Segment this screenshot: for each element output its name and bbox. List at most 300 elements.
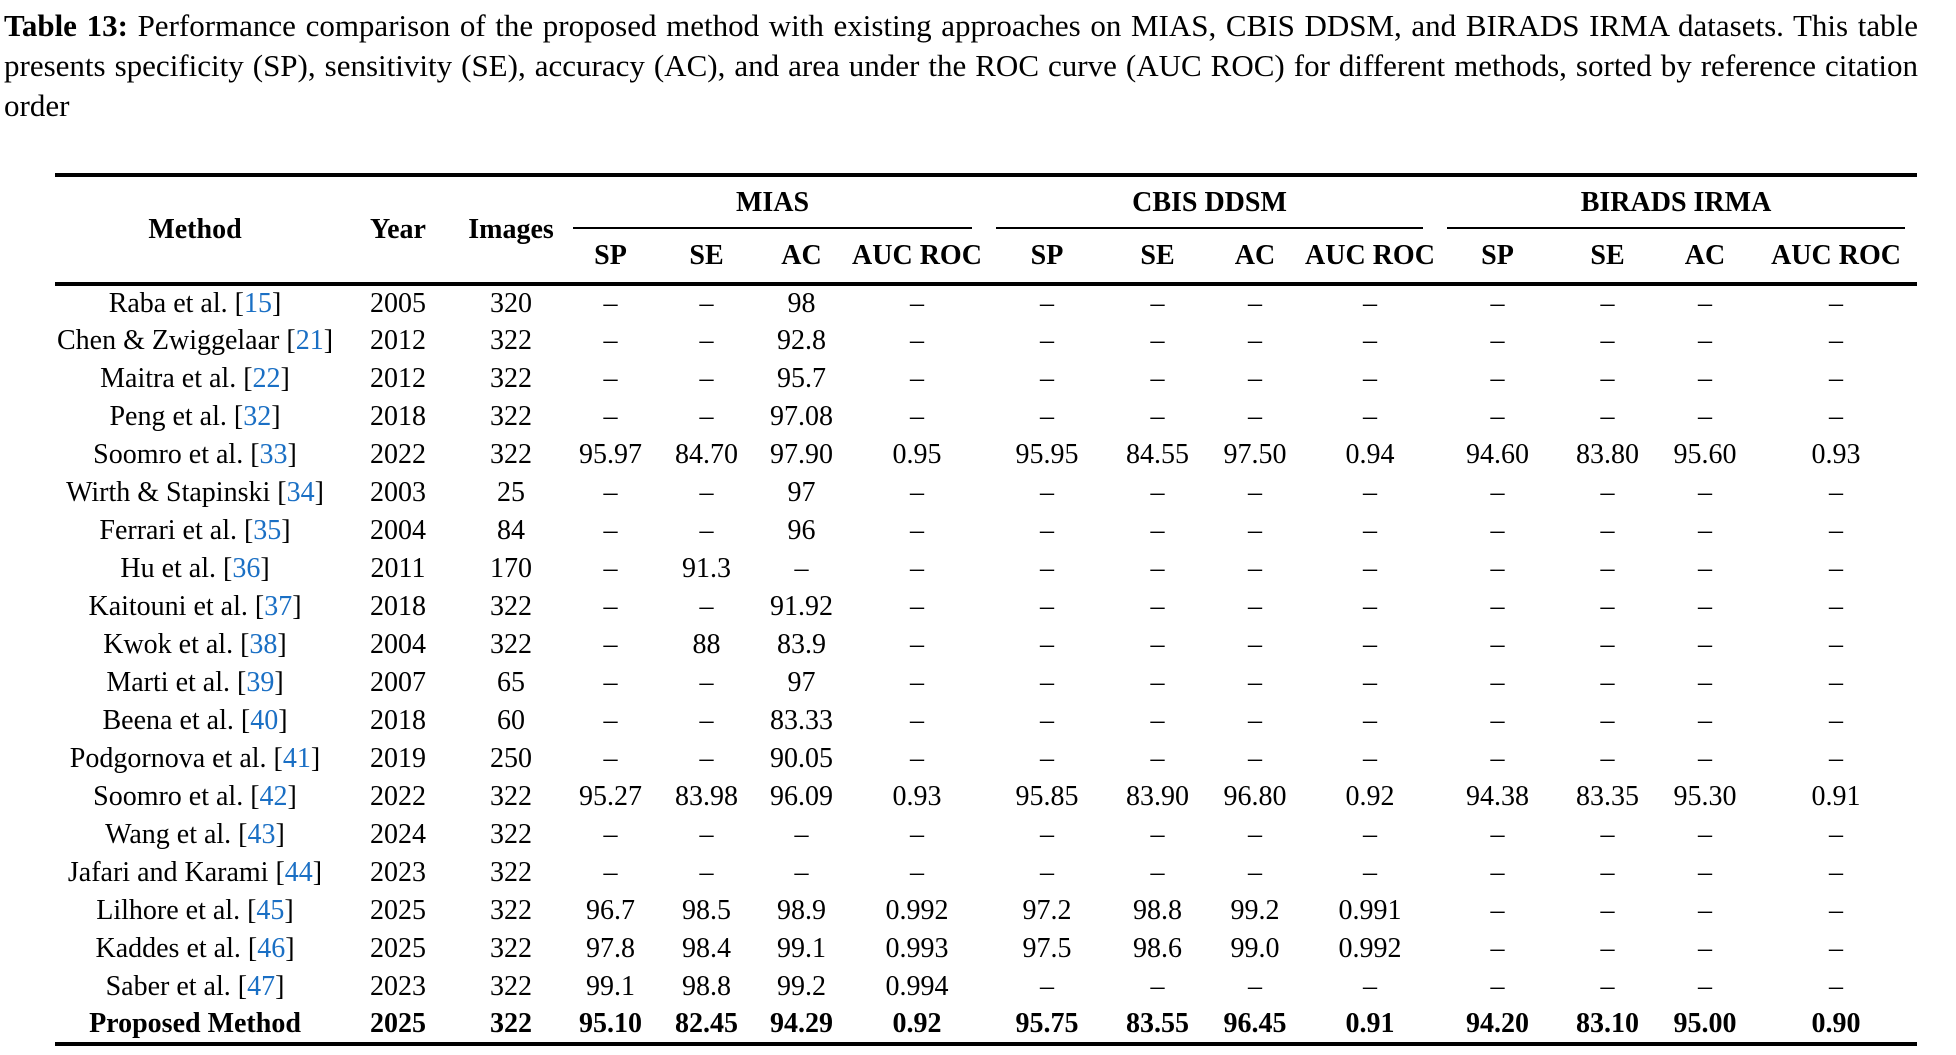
cell-cbis-ddsm-se: 98.6 bbox=[1133, 933, 1182, 964]
cell-birads-irma-se: – bbox=[1600, 857, 1615, 888]
cell-mias-ac: – bbox=[794, 819, 809, 850]
cell-mias-se: – bbox=[699, 288, 714, 319]
cell-year: 2022 bbox=[370, 439, 426, 470]
cell-mias-se: – bbox=[699, 477, 714, 508]
cell-cbis-ddsm-se: – bbox=[1150, 819, 1165, 850]
cell-cbis-ddsm-ac: – bbox=[1248, 591, 1262, 622]
col-header-method: Method bbox=[148, 213, 242, 245]
cell-mias-ac: 96.09 bbox=[770, 781, 833, 812]
cell-mias-sp: – bbox=[603, 629, 618, 660]
cell-cbis-ddsm-ac: 96.80 bbox=[1223, 781, 1287, 812]
cell-cbis-ddsm-sp: – bbox=[1040, 971, 1054, 1002]
cell-birads-irma-ac: – bbox=[1698, 401, 1712, 432]
cell-cbis-ddsm-se: – bbox=[1150, 515, 1165, 546]
cell-mias-se: 98.8 bbox=[682, 971, 731, 1002]
cell-cbis-ddsm-se: 83.55 bbox=[1126, 1008, 1189, 1039]
col-header-ac-cbis-ddsm: AC bbox=[1234, 239, 1276, 271]
citation-link[interactable]: 34 bbox=[286, 477, 315, 508]
cell-cbis-ddsm-sp: 97.2 bbox=[1022, 895, 1072, 926]
table-row bbox=[55, 474, 1917, 512]
cell-mias-auc-roc: – bbox=[910, 553, 924, 584]
cell-cbis-ddsm-sp: – bbox=[1040, 667, 1054, 698]
group-header-cbis-ddsm bbox=[984, 175, 1435, 229]
table-row bbox=[55, 968, 1917, 1006]
cell-cbis-ddsm-auc-roc: – bbox=[1363, 591, 1377, 622]
cell-birads-irma-sp: – bbox=[1490, 401, 1505, 432]
cell-mias-sp: – bbox=[603, 819, 618, 850]
cell-cbis-ddsm-se: – bbox=[1150, 667, 1165, 698]
col-header-ac-mias: AC bbox=[781, 239, 822, 271]
cell-cbis-ddsm-sp: – bbox=[1040, 363, 1054, 394]
cell-mias-se: 98.5 bbox=[682, 895, 731, 926]
cell-images: 170 bbox=[490, 553, 532, 584]
cell-birads-irma-se: – bbox=[1600, 819, 1615, 850]
cell-images: 84 bbox=[497, 515, 525, 546]
cell-cbis-ddsm-sp: – bbox=[1040, 857, 1054, 888]
cell-method: Jafari and Karami [44] bbox=[67, 857, 323, 888]
cell-mias-sp: – bbox=[603, 363, 618, 394]
cell-mias-ac: 97 bbox=[787, 667, 816, 698]
group-header-label: MIAS bbox=[735, 187, 810, 218]
cell-cbis-ddsm-sp: – bbox=[1040, 477, 1054, 508]
cell-birads-irma-ac: – bbox=[1698, 325, 1712, 356]
cell-mias-auc-roc: 0.95 bbox=[892, 439, 942, 470]
cell-birads-irma-sp: – bbox=[1490, 705, 1505, 736]
cell-birads-irma-sp: – bbox=[1490, 325, 1505, 356]
cell-cbis-ddsm-auc-roc: – bbox=[1363, 705, 1377, 736]
citation-link[interactable]: 40 bbox=[250, 705, 279, 736]
cell-birads-irma-ac: – bbox=[1698, 629, 1712, 660]
cell-mias-auc-roc: – bbox=[910, 515, 924, 546]
col-header-auc-roc-cbis-ddsm: AUC ROC bbox=[1305, 239, 1435, 271]
cell-mias-ac: 94.29 bbox=[770, 1008, 833, 1039]
cell-year: 2011 bbox=[370, 553, 426, 584]
table-row bbox=[55, 550, 1917, 588]
cell-birads-irma-ac: – bbox=[1698, 591, 1712, 622]
citation-link[interactable]: 22 bbox=[252, 363, 281, 394]
cell-year: 2018 bbox=[370, 705, 426, 736]
cell-birads-irma-ac: – bbox=[1698, 705, 1712, 736]
cell-birads-irma-se: – bbox=[1600, 667, 1615, 698]
cell-cbis-ddsm-se: 84.55 bbox=[1126, 439, 1189, 470]
citation-link[interactable]: 37 bbox=[264, 591, 293, 622]
cell-birads-irma-auc-roc: – bbox=[1829, 857, 1843, 888]
cell-cbis-ddsm-se: – bbox=[1150, 288, 1165, 319]
cell-cbis-ddsm-ac: – bbox=[1248, 325, 1262, 356]
cell-images: 322 bbox=[490, 325, 532, 356]
cell-birads-irma-ac: – bbox=[1698, 895, 1712, 926]
cell-images: 60 bbox=[497, 705, 525, 736]
cell-cbis-ddsm-sp: 95.85 bbox=[1015, 781, 1079, 812]
cell-birads-irma-ac: – bbox=[1698, 288, 1712, 319]
cell-birads-irma-auc-roc: – bbox=[1829, 553, 1843, 584]
cell-birads-irma-se: – bbox=[1600, 933, 1615, 964]
table-row bbox=[55, 778, 1917, 816]
group-underline bbox=[996, 227, 1423, 229]
cell-birads-irma-sp: – bbox=[1490, 363, 1505, 394]
group-header-birads-irma bbox=[1435, 175, 1917, 229]
cell-year: 2023 bbox=[370, 971, 426, 1002]
cell-birads-irma-ac: – bbox=[1698, 971, 1712, 1002]
cell-cbis-ddsm-se: – bbox=[1150, 629, 1165, 660]
cell-mias-se: – bbox=[699, 667, 714, 698]
table-row bbox=[55, 398, 1917, 436]
col-header-sp-mias: SP bbox=[594, 239, 627, 271]
cell-cbis-ddsm-se: 83.90 bbox=[1126, 781, 1189, 812]
cell-year: 2025 bbox=[370, 933, 426, 964]
cell-cbis-ddsm-auc-roc: 0.94 bbox=[1345, 439, 1395, 470]
cell-birads-irma-auc-roc: – bbox=[1829, 819, 1843, 850]
cell-mias-se: 83.98 bbox=[675, 781, 738, 812]
cell-cbis-ddsm-sp: – bbox=[1040, 743, 1054, 774]
cell-cbis-ddsm-auc-roc: – bbox=[1363, 363, 1377, 394]
citation-link[interactable]: 45 bbox=[256, 895, 285, 926]
cell-mias-ac: – bbox=[794, 857, 809, 888]
citation-link[interactable]: 33 bbox=[259, 439, 288, 470]
cell-cbis-ddsm-sp: – bbox=[1040, 515, 1054, 546]
col-header-sp-cbis-ddsm: SP bbox=[1030, 239, 1064, 271]
cell-cbis-ddsm-sp: – bbox=[1040, 401, 1054, 432]
cell-birads-irma-auc-roc: 0.91 bbox=[1811, 781, 1861, 812]
cell-cbis-ddsm-ac: – bbox=[1248, 819, 1262, 850]
cell-cbis-ddsm-auc-roc: – bbox=[1363, 401, 1377, 432]
cell-mias-auc-roc: – bbox=[910, 819, 924, 850]
cell-cbis-ddsm-auc-roc: – bbox=[1363, 819, 1377, 850]
cell-cbis-ddsm-ac: 96.45 bbox=[1223, 1008, 1287, 1039]
caption-text: Performance comparison of the proposed method with existing approaches on MIAS, CBIS DDSM, and BIRADS IRMA datasets. This table presents specificity (SP), sensitivity (SE), accuracy (AC), and area under the ROC curve (AUC ROC) for different methods, sorted by reference citation order bbox=[4, 8, 1918, 123]
cell-mias-auc-roc: – bbox=[910, 743, 924, 774]
citation-link[interactable]: 15 bbox=[243, 288, 272, 319]
cell-mias-sp: – bbox=[603, 401, 618, 432]
cell-cbis-ddsm-auc-roc: – bbox=[1363, 667, 1377, 698]
cell-cbis-ddsm-sp: – bbox=[1040, 553, 1054, 584]
cell-mias-sp: – bbox=[603, 553, 618, 584]
cell-year: 2012 bbox=[370, 363, 426, 394]
caption-label: Table 13: bbox=[4, 8, 128, 43]
cell-mias-auc-roc: – bbox=[910, 363, 924, 394]
cell-birads-irma-ac: 95.00 bbox=[1673, 1008, 1737, 1039]
table-row bbox=[55, 588, 1917, 626]
cell-year: 2004 bbox=[370, 629, 426, 660]
table-row bbox=[55, 702, 1917, 740]
cell-birads-irma-sp: 94.38 bbox=[1466, 781, 1529, 812]
cell-birads-irma-ac: – bbox=[1698, 743, 1712, 774]
cell-mias-se: – bbox=[699, 363, 714, 394]
cell-birads-irma-sp: – bbox=[1490, 477, 1505, 508]
cell-birads-irma-sp: – bbox=[1490, 743, 1505, 774]
cell-method: Chen & Zwiggelaar [21] bbox=[56, 325, 334, 356]
cell-cbis-ddsm-ac: – bbox=[1248, 971, 1262, 1002]
cell-birads-irma-auc-roc: – bbox=[1829, 933, 1843, 964]
cell-cbis-ddsm-auc-roc: – bbox=[1363, 515, 1377, 546]
header-row-groups bbox=[55, 175, 1917, 229]
cell-mias-auc-roc: – bbox=[910, 477, 924, 508]
citation-link[interactable]: 35 bbox=[253, 515, 282, 546]
cell-cbis-ddsm-auc-roc: 0.92 bbox=[1345, 781, 1395, 812]
citation-link[interactable]: 43 bbox=[247, 819, 276, 850]
table-row bbox=[55, 322, 1917, 360]
cell-cbis-ddsm-ac: – bbox=[1248, 629, 1262, 660]
cell-mias-sp: 95.27 bbox=[579, 781, 642, 812]
cell-cbis-ddsm-sp: – bbox=[1040, 819, 1054, 850]
cell-birads-irma-ac: – bbox=[1698, 477, 1712, 508]
cell-cbis-ddsm-auc-roc: – bbox=[1363, 288, 1377, 319]
cell-birads-irma-sp: – bbox=[1490, 667, 1505, 698]
cell-cbis-ddsm-auc-roc: – bbox=[1363, 325, 1377, 356]
cell-mias-sp: – bbox=[603, 515, 618, 546]
table-body bbox=[55, 284, 1917, 1044]
cell-birads-irma-ac: 95.60 bbox=[1673, 439, 1737, 470]
cell-cbis-ddsm-auc-roc: – bbox=[1363, 629, 1377, 660]
cell-images: 322 bbox=[490, 971, 532, 1002]
cell-cbis-ddsm-auc-roc: – bbox=[1363, 477, 1377, 508]
cell-birads-irma-auc-roc: – bbox=[1829, 895, 1843, 926]
cell-mias-se: – bbox=[699, 515, 714, 546]
cell-cbis-ddsm-se: – bbox=[1150, 743, 1165, 774]
cell-birads-irma-sp: – bbox=[1490, 933, 1505, 964]
cell-cbis-ddsm-sp: 95.75 bbox=[1015, 1008, 1079, 1039]
cell-cbis-ddsm-ac: – bbox=[1248, 553, 1262, 584]
cell-mias-auc-roc: 0.994 bbox=[885, 971, 949, 1002]
table-row bbox=[55, 664, 1917, 702]
cell-birads-irma-sp: – bbox=[1490, 819, 1505, 850]
citation-link[interactable]: 41 bbox=[282, 743, 311, 774]
cell-birads-irma-se: – bbox=[1600, 288, 1615, 319]
cell-method: Wang et al. [43] bbox=[105, 819, 285, 850]
col-header-year: Year bbox=[370, 213, 426, 245]
cell-birads-irma-auc-roc: – bbox=[1829, 477, 1843, 508]
cell-cbis-ddsm-auc-roc: – bbox=[1363, 743, 1377, 774]
cell-mias-se: 91.3 bbox=[682, 553, 731, 584]
cell-mias-se: – bbox=[699, 743, 714, 774]
cell-images: 322 bbox=[490, 439, 532, 470]
cell-birads-irma-se: – bbox=[1600, 629, 1615, 660]
cell-method: Ferrari et al. [35] bbox=[99, 515, 291, 546]
cell-images: 322 bbox=[490, 401, 532, 432]
cell-year: 2025 bbox=[370, 895, 426, 926]
cell-birads-irma-auc-roc: – bbox=[1829, 401, 1843, 432]
cell-cbis-ddsm-se: – bbox=[1150, 971, 1165, 1002]
cell-birads-irma-auc-roc: – bbox=[1829, 743, 1843, 774]
citation-link[interactable]: 38 bbox=[249, 629, 278, 660]
cell-birads-irma-auc-roc: 0.93 bbox=[1811, 439, 1861, 470]
cell-cbis-ddsm-sp: 95.95 bbox=[1015, 439, 1079, 470]
results-table bbox=[55, 173, 1917, 1046]
citation-link[interactable]: 46 bbox=[257, 933, 286, 964]
cell-images: 322 bbox=[490, 857, 532, 888]
cell-birads-irma-se: – bbox=[1600, 401, 1615, 432]
cell-images: 25 bbox=[497, 477, 525, 508]
cell-mias-se: 88 bbox=[692, 629, 721, 660]
cell-cbis-ddsm-ac: – bbox=[1248, 363, 1262, 394]
col-header-auc-roc-mias: AUC ROC bbox=[852, 239, 982, 271]
cell-mias-ac: 91.92 bbox=[770, 591, 833, 622]
table-row bbox=[55, 854, 1917, 892]
cell-birads-irma-auc-roc: – bbox=[1829, 363, 1843, 394]
cell-cbis-ddsm-auc-roc: 0.91 bbox=[1345, 1008, 1395, 1039]
cell-birads-irma-ac: 95.30 bbox=[1673, 781, 1737, 812]
citation-link[interactable]: 39 bbox=[246, 667, 275, 698]
cell-cbis-ddsm-auc-roc: 0.992 bbox=[1338, 933, 1402, 964]
table-row bbox=[55, 1006, 1917, 1044]
cell-mias-se: – bbox=[699, 591, 714, 622]
table-row bbox=[55, 626, 1917, 664]
cell-images: 322 bbox=[490, 629, 532, 660]
cell-cbis-ddsm-ac: – bbox=[1248, 515, 1262, 546]
cell-birads-irma-ac: – bbox=[1698, 667, 1712, 698]
cell-mias-auc-roc: – bbox=[910, 705, 924, 736]
table-row bbox=[55, 816, 1917, 854]
table-caption bbox=[0, 6, 1956, 126]
cell-birads-irma-se: – bbox=[1600, 553, 1615, 584]
cell-method: Beena et al. [40] bbox=[102, 705, 288, 736]
cell-birads-irma-sp: – bbox=[1490, 895, 1505, 926]
cell-birads-irma-sp: 94.60 bbox=[1466, 439, 1529, 470]
cell-mias-ac: 98 bbox=[787, 288, 816, 319]
cell-method: Proposed Method bbox=[89, 1008, 301, 1039]
cell-mias-sp: – bbox=[603, 857, 618, 888]
cell-cbis-ddsm-sp: – bbox=[1040, 325, 1054, 356]
cell-mias-se: – bbox=[699, 857, 714, 888]
cell-mias-ac: 92.8 bbox=[777, 325, 826, 356]
group-underline bbox=[573, 227, 972, 229]
cell-mias-auc-roc: – bbox=[910, 629, 924, 660]
cell-birads-irma-auc-roc: – bbox=[1829, 325, 1843, 356]
cell-mias-auc-roc: 0.993 bbox=[885, 933, 949, 964]
cell-mias-sp: – bbox=[603, 591, 618, 622]
cell-birads-irma-se: – bbox=[1600, 325, 1615, 356]
col-header-sp-birads-irma: SP bbox=[1481, 239, 1514, 271]
cell-method: Saber et al. [47] bbox=[105, 971, 285, 1002]
cell-year: 2007 bbox=[370, 667, 426, 698]
cell-cbis-ddsm-ac: – bbox=[1248, 288, 1262, 319]
group-underline bbox=[1447, 227, 1905, 229]
citation-link[interactable]: 42 bbox=[259, 781, 288, 812]
citation-link[interactable]: 44 bbox=[284, 857, 313, 888]
cell-method: Marti et al. [39] bbox=[106, 667, 284, 698]
cell-birads-irma-auc-roc: – bbox=[1829, 288, 1843, 319]
cell-method: Soomro et al. [42] bbox=[93, 781, 297, 812]
cell-mias-auc-roc: – bbox=[910, 857, 924, 888]
cell-cbis-ddsm-se: 98.8 bbox=[1133, 895, 1182, 926]
cell-birads-irma-ac: – bbox=[1698, 363, 1712, 394]
group-header-mias bbox=[561, 175, 984, 229]
cell-birads-irma-sp: – bbox=[1490, 629, 1505, 660]
cell-cbis-ddsm-ac: – bbox=[1248, 667, 1262, 698]
cell-cbis-ddsm-auc-roc: – bbox=[1363, 971, 1377, 1002]
cell-cbis-ddsm-sp: – bbox=[1040, 288, 1054, 319]
cell-method: Raba et al. [15] bbox=[108, 288, 282, 319]
cell-mias-sp: 95.10 bbox=[579, 1008, 642, 1039]
cell-year: 2019 bbox=[370, 743, 426, 774]
cell-method: Kaitouni et al. [37] bbox=[88, 591, 302, 622]
cell-cbis-ddsm-ac: 97.50 bbox=[1223, 439, 1287, 470]
cell-images: 322 bbox=[490, 363, 532, 394]
cell-mias-ac: 95.7 bbox=[777, 363, 826, 394]
cell-cbis-ddsm-se: – bbox=[1150, 857, 1165, 888]
cell-method: Maitra et al. [22] bbox=[100, 363, 290, 394]
cell-mias-ac: 83.9 bbox=[777, 629, 826, 660]
cell-year: 2025 bbox=[370, 1008, 426, 1039]
group-header-label: BIRADS IRMA bbox=[1580, 187, 1772, 218]
cell-birads-irma-sp: – bbox=[1490, 857, 1505, 888]
cell-cbis-ddsm-auc-roc: – bbox=[1363, 857, 1377, 888]
cell-cbis-ddsm-se: – bbox=[1150, 553, 1165, 584]
citation-link[interactable]: 47 bbox=[247, 971, 276, 1002]
cell-year: 2018 bbox=[370, 401, 426, 432]
cell-mias-ac: 97 bbox=[787, 477, 816, 508]
table-row bbox=[55, 284, 1917, 322]
cell-mias-sp: – bbox=[603, 667, 618, 698]
cell-birads-irma-auc-roc: – bbox=[1829, 515, 1843, 546]
cell-method: Lilhore et al. [45] bbox=[96, 895, 294, 926]
cell-method: Soomro et al. [33] bbox=[93, 439, 297, 470]
cell-birads-irma-sp: – bbox=[1490, 971, 1505, 1002]
citation-link[interactable]: 32 bbox=[243, 401, 272, 432]
table-row bbox=[55, 512, 1917, 550]
cell-mias-auc-roc: – bbox=[910, 667, 924, 698]
group-header-label: CBIS DDSM bbox=[1132, 187, 1287, 218]
cell-birads-irma-se: – bbox=[1600, 591, 1615, 622]
cell-birads-irma-se: – bbox=[1600, 477, 1615, 508]
table-row bbox=[55, 930, 1917, 968]
cell-mias-ac: 96 bbox=[787, 515, 816, 546]
cell-birads-irma-se: 83.10 bbox=[1576, 1008, 1639, 1039]
cell-cbis-ddsm-se: – bbox=[1150, 401, 1165, 432]
cell-year: 2005 bbox=[370, 288, 426, 319]
cell-mias-sp: 97.8 bbox=[586, 933, 635, 964]
cell-cbis-ddsm-auc-roc: – bbox=[1363, 553, 1377, 584]
cell-birads-irma-ac: – bbox=[1698, 553, 1712, 584]
cell-mias-ac: 97.08 bbox=[770, 401, 833, 432]
cell-mias-se: – bbox=[699, 819, 714, 850]
cell-birads-irma-sp: – bbox=[1490, 288, 1505, 319]
cell-method: Podgornova et al. [41] bbox=[69, 743, 321, 774]
cell-cbis-ddsm-se: – bbox=[1150, 591, 1165, 622]
cell-method: Kaddes et al. [46] bbox=[95, 933, 295, 964]
cell-mias-sp: 96.7 bbox=[586, 895, 635, 926]
cell-birads-irma-auc-roc: – bbox=[1829, 591, 1843, 622]
cell-birads-irma-ac: – bbox=[1698, 819, 1712, 850]
cell-birads-irma-ac: – bbox=[1698, 933, 1712, 964]
cell-birads-irma-sp: – bbox=[1490, 553, 1505, 584]
citation-link[interactable]: 21 bbox=[295, 325, 324, 356]
col-header-se-cbis-ddsm: SE bbox=[1140, 239, 1175, 271]
cell-birads-irma-auc-roc: – bbox=[1829, 971, 1843, 1002]
cell-cbis-ddsm-se: – bbox=[1150, 363, 1165, 394]
cell-birads-irma-ac: – bbox=[1698, 515, 1712, 546]
cell-year: 2003 bbox=[370, 477, 426, 508]
cell-mias-se: 82.45 bbox=[675, 1008, 738, 1039]
cell-cbis-ddsm-ac: – bbox=[1248, 477, 1262, 508]
cell-mias-se: – bbox=[699, 705, 714, 736]
cell-year: 2024 bbox=[370, 819, 426, 850]
cell-images: 320 bbox=[490, 288, 532, 319]
cell-cbis-ddsm-ac: 99.2 bbox=[1230, 895, 1280, 926]
cell-year: 2023 bbox=[370, 857, 426, 888]
cell-year: 2022 bbox=[370, 781, 426, 812]
cell-mias-sp: – bbox=[603, 325, 618, 356]
col-header-ac-birads-irma: AC bbox=[1684, 239, 1726, 271]
cell-cbis-ddsm-se: – bbox=[1150, 705, 1165, 736]
cell-cbis-ddsm-sp: – bbox=[1040, 705, 1054, 736]
cell-images: 322 bbox=[490, 781, 532, 812]
citation-link[interactable]: 36 bbox=[232, 553, 261, 584]
table-row bbox=[55, 360, 1917, 398]
cell-cbis-ddsm-ac: – bbox=[1248, 743, 1262, 774]
cell-mias-ac: 97.90 bbox=[770, 439, 833, 470]
table-row bbox=[55, 892, 1917, 930]
